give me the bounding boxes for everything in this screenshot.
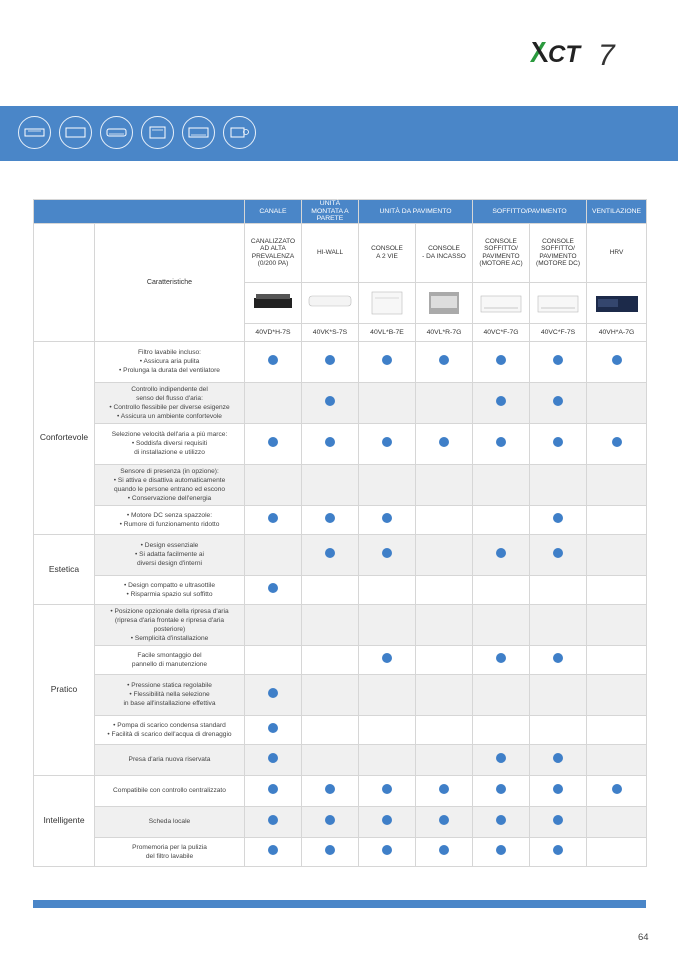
availability-cell	[530, 341, 587, 382]
available-dot-icon	[325, 815, 335, 825]
text-line: • Assicura un ambiente confortevole	[117, 412, 222, 420]
svg-text:7: 7	[598, 39, 615, 72]
available-dot-icon	[553, 845, 563, 855]
available-dot-icon	[553, 784, 563, 794]
group-canale: CANALE	[245, 200, 302, 224]
feature-row	[34, 604, 647, 645]
duct-unit-icon	[18, 116, 51, 149]
text-line: CONSOLE	[485, 237, 517, 245]
availability-cell	[302, 775, 359, 806]
available-dot-icon	[268, 513, 278, 523]
feature-row	[34, 806, 647, 837]
availability-cell	[473, 604, 530, 645]
text-line: CONSOLE	[428, 245, 460, 252]
availability-cell	[530, 575, 587, 604]
availability-cell	[530, 674, 587, 715]
availability-cell	[530, 505, 587, 534]
availability-cell	[359, 775, 416, 806]
product-photo	[476, 290, 526, 316]
available-dot-icon	[496, 653, 506, 663]
product-photo	[305, 290, 355, 316]
product-photo	[592, 290, 642, 316]
feature-row	[34, 382, 647, 423]
text-line: PAVIMENTO	[539, 252, 577, 260]
availability-cell	[416, 775, 473, 806]
availability-cell	[245, 534, 302, 575]
ceiling-unit-icon	[182, 116, 215, 149]
available-dot-icon	[553, 437, 563, 447]
available-dot-icon	[439, 355, 449, 365]
availability-cell	[302, 744, 359, 775]
product-image	[473, 282, 530, 323]
feature-row	[34, 575, 647, 604]
product-name	[473, 223, 530, 282]
text-line: Sensore di presenza (in opzione):	[120, 467, 219, 475]
feature-row	[34, 464, 647, 505]
text-line: (0/200 PA)	[257, 260, 289, 267]
text-line: HI-WALL	[316, 248, 344, 256]
available-dot-icon	[553, 548, 563, 558]
availability-cell	[245, 806, 302, 837]
model-code: 40VC*F-7G	[473, 323, 530, 341]
model-code: 40VK*S-7S	[302, 323, 359, 341]
availability-cell	[473, 715, 530, 744]
text-line: Scheda locale	[148, 818, 191, 825]
availability-cell	[587, 464, 647, 505]
feature-row	[34, 715, 647, 744]
feature-row	[34, 534, 647, 575]
feature-description	[95, 744, 245, 775]
availability-cell	[473, 744, 530, 775]
product-image	[302, 282, 359, 323]
product-name	[416, 223, 473, 282]
available-dot-icon	[496, 396, 506, 406]
text-line: di installazione e utilizzo	[134, 449, 205, 456]
feature-description	[95, 575, 245, 604]
text-line: posteriore)	[153, 625, 186, 633]
available-dot-icon	[268, 753, 278, 763]
available-dot-icon	[325, 784, 335, 794]
svg-text:CT: CT	[548, 41, 580, 68]
wall-unit-icon	[100, 116, 133, 149]
availability-cell	[530, 715, 587, 744]
product-name	[245, 223, 302, 282]
availability-cell	[473, 645, 530, 674]
available-dot-icon	[496, 548, 506, 558]
availability-cell	[359, 744, 416, 775]
availability-cell	[587, 423, 647, 464]
availability-cell	[245, 505, 302, 534]
available-dot-icon	[382, 548, 392, 558]
availability-cell	[359, 715, 416, 744]
available-dot-icon	[496, 355, 506, 365]
text-line: • Flessibilità nella selezione	[129, 691, 210, 698]
product-name	[359, 223, 416, 282]
availability-cell	[359, 505, 416, 534]
availability-cell	[416, 423, 473, 464]
availability-cell	[359, 423, 416, 464]
feature-description	[95, 423, 245, 464]
availability-cell	[302, 806, 359, 837]
available-dot-icon	[496, 437, 506, 447]
available-dot-icon	[553, 653, 563, 663]
available-dot-icon	[268, 437, 278, 447]
text-line: • Si adatta facilmente ai	[134, 551, 204, 558]
availability-cell	[473, 674, 530, 715]
text-line: quando le persone entrano ed escono	[113, 485, 226, 493]
availability-cell	[587, 775, 647, 806]
text-line: CONSOLE	[542, 237, 574, 245]
availability-cell	[359, 575, 416, 604]
availability-cell	[587, 715, 647, 744]
availability-cell	[416, 341, 473, 382]
product-image	[359, 282, 416, 323]
available-dot-icon	[553, 513, 563, 523]
availability-cell	[245, 837, 302, 866]
feature-description	[95, 837, 245, 866]
availability-cell	[473, 775, 530, 806]
model-code: 40VH*A-7G	[587, 323, 647, 341]
availability-cell	[416, 534, 473, 575]
available-dot-icon	[268, 723, 278, 733]
text-line: Filtro lavabile incluso:	[137, 349, 202, 356]
product-photo	[533, 290, 583, 316]
available-dot-icon	[268, 845, 278, 855]
availability-cell	[530, 604, 587, 645]
availability-cell	[416, 674, 473, 715]
feature-description	[95, 341, 245, 382]
available-dot-icon	[553, 815, 563, 825]
availability-cell	[302, 674, 359, 715]
available-dot-icon	[268, 583, 278, 593]
text-line: diversi design d'interni	[136, 560, 203, 567]
availability-cell	[359, 645, 416, 674]
availability-cell	[587, 341, 647, 382]
feature-description	[95, 604, 245, 645]
available-dot-icon	[439, 815, 449, 825]
availability-cell	[245, 382, 302, 423]
text-line: A 2 VIE	[376, 252, 398, 260]
text-line: PREVALENZA	[251, 252, 295, 260]
availability-cell	[245, 575, 302, 604]
model-code: 40VL*R-7G	[416, 323, 473, 341]
availability-cell	[530, 806, 587, 837]
text-line: CONSOLE	[371, 245, 403, 252]
available-dot-icon	[268, 355, 278, 365]
availability-cell	[530, 645, 587, 674]
availability-cell	[302, 464, 359, 505]
availability-cell	[530, 775, 587, 806]
text-line: • Posizione opzionale della ripresa d'aria	[110, 607, 229, 615]
availability-cell	[302, 534, 359, 575]
availability-cell	[473, 423, 530, 464]
availability-cell	[587, 382, 647, 423]
available-dot-icon	[382, 815, 392, 825]
availability-cell	[587, 674, 647, 715]
category-estetica: Estetica	[34, 534, 95, 604]
available-dot-icon	[439, 437, 449, 447]
available-dot-icon	[268, 815, 278, 825]
text-line: • Facilità di scarico dell'acqua di drenaggio	[107, 730, 232, 738]
availability-cell	[416, 837, 473, 866]
available-dot-icon	[268, 784, 278, 794]
availability-cell	[302, 837, 359, 866]
availability-cell	[302, 575, 359, 604]
availability-cell	[245, 604, 302, 645]
availability-cell	[245, 744, 302, 775]
text-line: • Conservazione dell'energia	[127, 494, 212, 502]
available-dot-icon	[325, 355, 335, 365]
availability-cell	[416, 464, 473, 505]
availability-cell	[416, 806, 473, 837]
feature-row	[34, 744, 647, 775]
availability-cell	[302, 604, 359, 645]
characteristics-corner	[34, 223, 95, 341]
text-line: • Semplicità d'installazione	[130, 634, 209, 642]
available-dot-icon	[325, 548, 335, 558]
text-line: Facile smontaggio del	[137, 651, 202, 659]
text-line: SOFFITTO/	[541, 245, 575, 252]
availability-cell	[245, 341, 302, 382]
availability-cell	[473, 341, 530, 382]
feature-description	[95, 645, 245, 674]
group-header-row	[34, 200, 647, 224]
availability-cell	[587, 534, 647, 575]
text-line: • Risparmia spazio sul soffitto	[126, 590, 213, 598]
cassette-unit-icon	[59, 116, 92, 149]
feature-row	[34, 775, 647, 806]
availability-cell	[416, 604, 473, 645]
text-line: Controllo indipendente del	[131, 385, 208, 393]
availability-cell	[245, 715, 302, 744]
feature-description	[95, 806, 245, 837]
feature-row	[34, 423, 647, 464]
text-line: Selezione velocità dell'aria a più marce:	[111, 431, 228, 438]
feature-description	[95, 382, 245, 423]
product-name	[302, 223, 359, 282]
characteristics-label: Caratteristiche	[95, 223, 245, 341]
available-dot-icon	[325, 437, 335, 447]
availability-cell	[416, 744, 473, 775]
available-dot-icon	[439, 845, 449, 855]
availability-cell	[587, 604, 647, 645]
text-line: (MOTORE AC)	[479, 260, 523, 267]
group-soffitto-pavimento: SOFFITTO/PAVIMENTO	[473, 200, 587, 224]
availability-cell	[473, 837, 530, 866]
model-code: 40VL*B-7E	[359, 323, 416, 341]
availability-cell	[416, 715, 473, 744]
availability-cell	[359, 382, 416, 423]
availability-cell	[473, 382, 530, 423]
text-line: • Prolunga la durata del ventilatore	[119, 367, 220, 374]
available-dot-icon	[268, 688, 278, 698]
available-dot-icon	[553, 355, 563, 365]
available-dot-icon	[325, 396, 335, 406]
availability-cell	[359, 806, 416, 837]
header-banner	[0, 106, 678, 161]
feature-row	[34, 505, 647, 534]
text-line: • Rumore di funzionamento ridotto	[119, 520, 220, 528]
category-confortevole: Confortevole	[34, 341, 95, 534]
availability-cell	[530, 534, 587, 575]
text-line: senso del flusso d'aria:	[136, 394, 203, 402]
product-name	[587, 223, 647, 282]
text-line: Promemoria per la pulizia	[132, 843, 207, 851]
availability-cell	[530, 744, 587, 775]
availability-cell	[245, 423, 302, 464]
text-line: • Controllo flessibile per diverse esigenze	[109, 403, 230, 411]
text-line: (ripresa d'aria frontale e ripresa d'aria	[114, 616, 225, 624]
text-line: SOFFITTO/	[484, 245, 518, 252]
text-line: PAVIMENTO	[482, 252, 520, 260]
available-dot-icon	[382, 653, 392, 663]
available-dot-icon	[382, 355, 392, 365]
availability-cell	[416, 505, 473, 534]
feature-description	[95, 534, 245, 575]
available-dot-icon	[496, 784, 506, 794]
feature-description	[95, 464, 245, 505]
group-ventilazione: VENTILAZIONE	[587, 200, 647, 224]
xct7-logo	[526, 32, 636, 72]
model-code: 40VC*F-7S	[530, 323, 587, 341]
available-dot-icon	[439, 784, 449, 794]
text-line: CANALIZZATO	[250, 237, 296, 245]
availability-cell	[359, 341, 416, 382]
text-line: pannello di manutenzione	[131, 660, 208, 668]
availability-cell	[245, 645, 302, 674]
product-name-row	[34, 223, 647, 282]
available-dot-icon	[612, 355, 622, 365]
text-line: • Design essenziale	[140, 542, 199, 549]
available-dot-icon	[325, 845, 335, 855]
hrv-unit-icon	[223, 116, 256, 149]
availability-cell	[359, 534, 416, 575]
availability-cell	[473, 464, 530, 505]
available-dot-icon	[382, 437, 392, 447]
availability-cell	[587, 645, 647, 674]
availability-cell	[245, 674, 302, 715]
model-code: 40VD*H-7S	[245, 323, 302, 341]
feature-description	[95, 674, 245, 715]
feature-row	[34, 341, 647, 382]
text-line: • Pressione statica regolabile	[127, 682, 212, 689]
text-line: Presa d'aria nuova riservata	[128, 756, 211, 763]
product-image	[245, 282, 302, 323]
text-line: • Si attiva e disattiva automaticamente	[113, 476, 226, 484]
availability-cell	[359, 604, 416, 645]
available-dot-icon	[382, 845, 392, 855]
availability-cell	[416, 645, 473, 674]
floor-console-icon	[141, 116, 174, 149]
availability-cell	[245, 775, 302, 806]
available-dot-icon	[553, 753, 563, 763]
availability-cell	[302, 645, 359, 674]
availability-cell	[587, 744, 647, 775]
category-intelligente: Intelligente	[34, 775, 95, 866]
product-image	[587, 282, 647, 323]
text-line: • Pompa di scarico condensa standard	[113, 721, 226, 729]
feature-row	[34, 645, 647, 674]
availability-cell	[530, 837, 587, 866]
text-line: • Design compatto e ultrasottile	[123, 581, 215, 589]
availability-cell	[359, 464, 416, 505]
text-line: Compatibile con controllo centralizzato	[113, 787, 226, 794]
text-line: • Assicura aria pulita	[139, 358, 200, 365]
availability-cell	[530, 382, 587, 423]
product-name	[530, 223, 587, 282]
feature-row	[34, 837, 647, 866]
text-line: AD ALTA	[260, 245, 286, 252]
availability-cell	[302, 505, 359, 534]
available-dot-icon	[496, 815, 506, 825]
availability-cell	[359, 674, 416, 715]
available-dot-icon	[325, 513, 335, 523]
availability-cell	[302, 341, 359, 382]
availability-cell	[587, 837, 647, 866]
available-dot-icon	[496, 845, 506, 855]
availability-cell	[587, 806, 647, 837]
availability-cell	[530, 423, 587, 464]
feature-description	[95, 775, 245, 806]
header-blank	[34, 200, 245, 224]
availability-cell	[359, 837, 416, 866]
availability-cell	[587, 575, 647, 604]
product-image	[416, 282, 473, 323]
availability-cell	[302, 715, 359, 744]
availability-cell	[587, 505, 647, 534]
product-image	[530, 282, 587, 323]
product-photo	[362, 290, 412, 316]
availability-cell	[416, 382, 473, 423]
availability-cell	[530, 464, 587, 505]
feature-row	[34, 674, 647, 715]
availability-cell	[302, 423, 359, 464]
availability-cell	[473, 505, 530, 534]
availability-cell	[473, 575, 530, 604]
category-pratico: Pratico	[34, 604, 95, 775]
text-line: HRV	[609, 248, 624, 256]
availability-cell	[302, 382, 359, 423]
features-table	[33, 199, 647, 867]
text-line: del filtro lavabile	[145, 852, 194, 860]
feature-description	[95, 715, 245, 744]
available-dot-icon	[612, 784, 622, 794]
text-line: • Motore DC senza spazzole:	[126, 511, 213, 519]
available-dot-icon	[382, 513, 392, 523]
feature-description	[95, 505, 245, 534]
available-dot-icon	[496, 753, 506, 763]
text-line: in base all'installazione effettiva	[123, 700, 216, 707]
product-photo	[419, 290, 469, 316]
available-dot-icon	[382, 784, 392, 794]
availability-cell	[473, 806, 530, 837]
availability-cell	[473, 534, 530, 575]
group-pavimento: UNITÀ DA PAVIMENTO	[359, 200, 473, 224]
footer-bar	[33, 900, 646, 908]
page-number: 64	[638, 932, 649, 943]
text-line: (MOTORE DC)	[536, 260, 580, 267]
available-dot-icon	[553, 396, 563, 406]
available-dot-icon	[612, 437, 622, 447]
group-parete: UNITÀ MONTATA A PARETE	[302, 200, 359, 224]
availability-cell	[416, 575, 473, 604]
text-line: - DA INCASSO	[422, 252, 466, 260]
product-photo	[248, 290, 298, 316]
availability-cell	[245, 464, 302, 505]
text-line: • Soddisfa diversi requisiti	[131, 440, 208, 447]
